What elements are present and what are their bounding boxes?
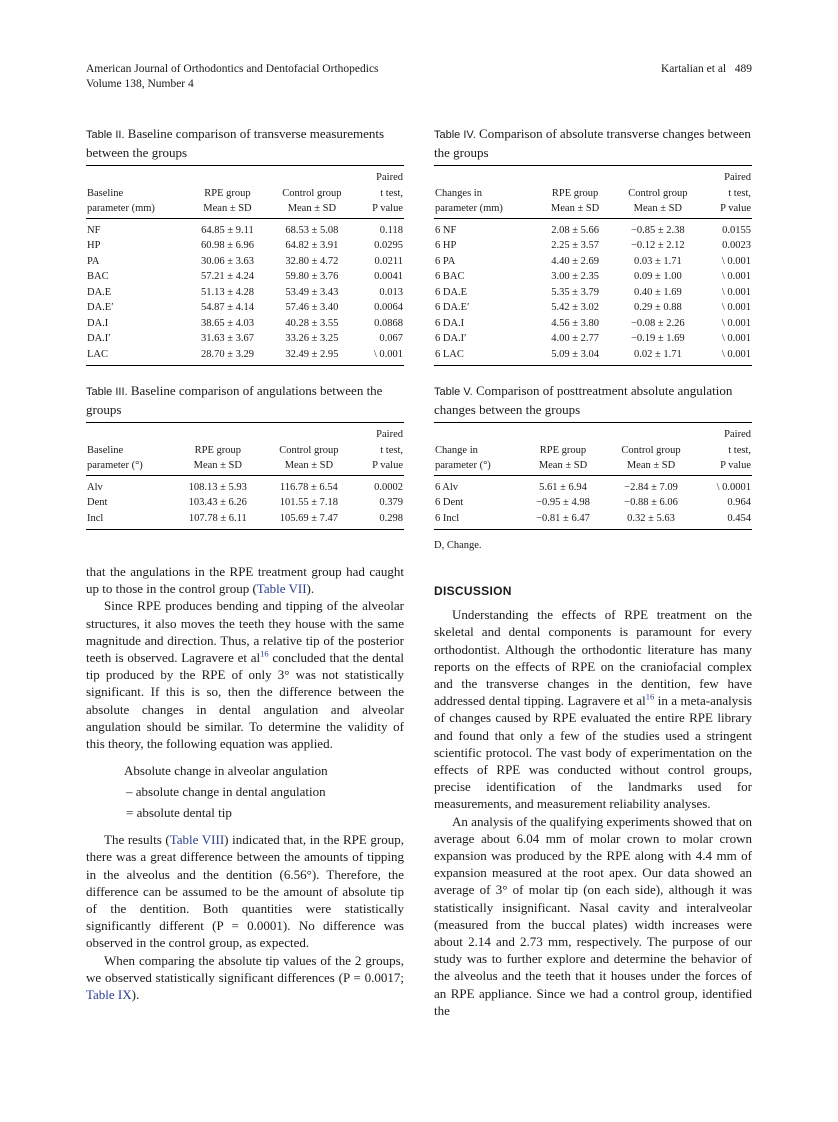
table-cell: 6 Alv (435, 481, 459, 493)
equation (86, 760, 404, 823)
table-cell: 6 DA.I′ (435, 333, 467, 344)
table-cell: 57.21 ± 4.24 (200, 271, 254, 282)
table-cell: LAC (86, 347, 188, 366)
column-header: Mean ± SD (538, 201, 613, 218)
table-cell: 54.87 ± 4.14 (200, 302, 254, 313)
column-header (86, 423, 173, 443)
table-row (86, 285, 404, 301)
table-cell: 6 BAC (435, 271, 465, 282)
running-header-journal (86, 62, 379, 92)
table-cell: 6 NF (435, 224, 457, 236)
column-header (188, 166, 268, 186)
text-run: Understanding the effects of RPE treatment on the skeletal and dental components is paramount for every orthodontist. Although the orthodontic literature has many reports on the effects of RPE on the craniofacial complex and the transverse changes in the dentition, few have addressed dental tipping. Lagravere et al (434, 607, 752, 709)
table-cell: 0.013 (379, 286, 403, 298)
table-cell: 105.69 ± 7.47 (263, 511, 355, 530)
column-header (86, 166, 188, 186)
reference-16-link[interactable]: 16 (645, 691, 655, 702)
table-cell: 6 Dent (435, 497, 464, 508)
table-row (434, 269, 752, 285)
table-3-block (86, 382, 404, 530)
table-cell: 116.78 ± 6.54 (279, 481, 338, 493)
table-row (434, 475, 752, 495)
table-cell: 5.42 ± 3.02 (551, 302, 599, 313)
table-cell: DA.I (87, 317, 109, 329)
table-3 (86, 422, 404, 530)
table-row (86, 347, 404, 366)
table-cell: HP (87, 240, 101, 251)
table-cell: 60.98 ± 6.96 (200, 240, 254, 251)
journal-volume: Volume 138, Number 4 (86, 78, 194, 90)
paragraph (86, 563, 404, 597)
table-row (434, 511, 752, 530)
column-header: RPE group (204, 187, 251, 199)
column-header (263, 423, 355, 443)
table-row (434, 254, 752, 270)
column-header: parameter (°) (86, 458, 173, 475)
page-number: 489 (734, 63, 752, 75)
table-cell: 64.82 ± 3.91 (285, 240, 339, 251)
text-run: When comparing the absolute tip values of the 2 groups, we observed statistically significant differences (P = 0.0017; (86, 952, 404, 985)
column-header (173, 423, 263, 443)
table-cell: 6 Incl (434, 511, 521, 530)
text-run: ). (306, 581, 315, 597)
column-header: RPE group (551, 187, 599, 199)
table-cell: \ 0.001 (721, 302, 751, 313)
table-cell: \ 0.001 (721, 333, 751, 344)
table-4-caption (434, 125, 752, 161)
table-2 (86, 165, 404, 366)
equation-line-1: Absolute change in alveolar angulation (124, 763, 328, 779)
table-5 (434, 422, 752, 530)
table-cell: 0.067 (379, 333, 403, 344)
column-header (605, 423, 697, 443)
column-header: parameter (°) (434, 458, 521, 475)
table-cell: 0.379 (379, 497, 403, 508)
table-cell: 0.32 ± 5.63 (605, 511, 697, 530)
table-2-label: Table II. (86, 129, 125, 141)
table-cell: 59.80 ± 3.76 (285, 271, 339, 282)
table-cell: 107.78 ± 6.11 (173, 511, 263, 530)
table-row (434, 238, 752, 254)
table-cell: Alv (87, 481, 103, 493)
table-cell: 6 HP (435, 240, 457, 251)
table-cell: 30.06 ± 3.63 (200, 255, 254, 267)
table-cell: 57.46 ± 3.40 (285, 302, 339, 313)
table-cell: DA.E′ (87, 302, 114, 313)
column-header: Paired (355, 423, 404, 443)
table-cell: −0.19 ± 1.69 (631, 333, 685, 344)
table-row (434, 300, 752, 316)
running-authors: Kartalian et al (660, 63, 727, 75)
column-header: Control group (628, 187, 688, 199)
table-cell: −0.88 ± 6.06 (624, 497, 678, 508)
column-header: Mean ± SD (173, 458, 263, 475)
equation-line-2: – absolute change in dental angulation (126, 784, 326, 800)
table-cell: 32.80 ± 4.72 (285, 255, 339, 267)
table-cell: 40.28 ± 3.55 (285, 317, 339, 329)
table-cell: 38.65 ± 4.03 (200, 317, 254, 329)
table-cell: DA.I′ (87, 333, 111, 344)
table-cell: 6 DA.E (435, 286, 468, 298)
text-run: that the angulations in the RPE treatment group had caught up to those in the control group ( (86, 564, 404, 597)
table-4-label: Table IV. (434, 129, 476, 141)
table-cell: NF (87, 224, 101, 236)
table-cell: 108.13 ± 5.93 (188, 481, 247, 493)
table-row (434, 495, 752, 511)
column-header (267, 166, 356, 186)
paragraph: An analysis of the qualifying experiments showed that on average about 6.04 mm of molar crown to molar crown expansion was produced by the RPE along with 4.4 mm of expansion measured at the root apex. Our data showed an average of 3° of molar tip (on each side), although it was statistically insignificant. Nasal cavity and interalveolar (measured from the buccal plates) width increases were about 2.14 and 2.73 mm, respectively. The purpose of our study was to further explore and determine the behavior of the alveolus and the teeth that it houses under the forces of an RPE appliance. Since we had a control group, identified the (434, 813, 752, 1018)
column-header (538, 166, 613, 186)
text-run: concluded that the dental tip produced by the RPE of only 3° was not statistically significant. If this is so, then the difference between the absolute changes in dental angulation and alveolar angulation should be similar. To determine the validity of this theory, the following equation was applied. (86, 650, 405, 752)
table-cell: −0.95 ± 4.98 (536, 497, 590, 508)
column-header: Paired (356, 166, 404, 186)
text-run: in a meta-analysis of changes caused by RPE evaluated the entire RPE library and found that only a few of the studies used a stringent scientific protocol. The vast body of experimentation on the effects of RPE was conducted without control groups, precise identification of the landmarks used for measurements, and measurement reliability analyses. (434, 693, 752, 812)
column-header: Paired (703, 166, 752, 186)
column-header: t test, (728, 444, 751, 456)
table-cell: DA.E (87, 286, 112, 298)
table-cell: 32.49 ± 2.95 (267, 347, 356, 366)
table-cell: 0.0295 (374, 240, 403, 251)
table-2-block (86, 125, 404, 366)
table-row (86, 331, 404, 347)
table-5-label: Table V. (434, 386, 473, 398)
table-cell: 103.43 ± 6.26 (188, 497, 247, 508)
table-cell: 0.118 (379, 224, 403, 236)
column-header: Control group (282, 187, 342, 199)
table-cell: −2.84 ± 7.09 (624, 481, 678, 493)
table-row (86, 300, 404, 316)
table-cell: 0.40 ± 1.69 (633, 286, 682, 298)
table-5-footnote: D, Change. (434, 540, 482, 551)
column-header: P value (703, 201, 752, 218)
table-row (434, 347, 752, 366)
column-header: Control group (279, 444, 339, 456)
column-header (521, 423, 605, 443)
column-header: Mean ± SD (267, 201, 356, 218)
column-header: Mean ± SD (521, 458, 605, 475)
table-4-title: Comparison of absolute transverse changes between the groups (434, 126, 751, 160)
table-cell: −0.85 ± 2.38 (631, 224, 685, 236)
table-row (86, 238, 404, 254)
table-3-title: Baseline comparison of angulations between the groups (86, 383, 383, 417)
table-cell: 0.0064 (374, 302, 403, 313)
column-header: Baseline (87, 444, 124, 456)
table-cell: 4.00 ± 2.77 (551, 333, 599, 344)
table-cell: 0.0155 (722, 224, 751, 236)
column-header: P value (355, 458, 404, 475)
equation-line-3: = absolute dental tip (126, 805, 232, 821)
column-header: Mean ± SD (605, 458, 697, 475)
table-3-label: Table III. (86, 386, 128, 398)
left-column-text (86, 563, 404, 1003)
table-vii-link[interactable]: Table VII (256, 581, 307, 597)
paragraph (86, 597, 404, 752)
table-row (86, 254, 404, 270)
table-cell: 4.40 ± 2.69 (551, 255, 599, 267)
table-viii-link[interactable]: Table VIII (169, 832, 225, 848)
table-cell: 0.0868 (374, 317, 403, 329)
column-header (434, 423, 521, 443)
column-header: RPE group (539, 444, 587, 456)
table-row (86, 218, 404, 238)
table-cell: 0.964 (727, 497, 751, 508)
column-header (434, 166, 538, 186)
table-row (86, 269, 404, 285)
column-header: Mean ± SD (612, 201, 703, 218)
table-cell: Dent (87, 497, 108, 508)
table-row (434, 331, 752, 347)
table-cell: 0.0023 (722, 240, 751, 251)
column-header: t test, (380, 187, 403, 199)
table-cell: 0.0002 (374, 481, 403, 493)
table-cell: 5.61 ± 6.94 (539, 481, 587, 493)
column-header: parameter (mm) (434, 201, 538, 218)
table-cell: 6 LAC (434, 347, 538, 366)
table-cell: \ 0.001 (721, 317, 751, 329)
running-header-right (661, 62, 752, 77)
table-cell: 53.49 ± 3.43 (285, 286, 339, 298)
table-row (86, 475, 404, 495)
reference-16-link[interactable]: 16 (260, 648, 269, 659)
table-cell: 0.29 ± 0.88 (633, 302, 682, 313)
table-4 (434, 165, 752, 366)
table-row (86, 511, 404, 530)
table-cell: \ 0.0001 (716, 481, 751, 493)
column-header: P value (356, 201, 404, 218)
column-header: t test, (380, 444, 403, 456)
table-row (434, 316, 752, 332)
table-cell: 28.70 ± 3.29 (188, 347, 268, 366)
table-cell: 0.454 (697, 511, 752, 530)
table-cell: −0.08 ± 2.26 (631, 317, 685, 329)
column-header: Mean ± SD (263, 458, 355, 475)
paragraph (434, 606, 752, 812)
table-cell: BAC (87, 271, 109, 282)
table-cell: \ 0.001 (721, 271, 751, 282)
table-cell: 101.55 ± 7.18 (279, 497, 338, 508)
table-cell: \ 0.001 (356, 347, 404, 366)
table-cell: −0.12 ± 2.12 (631, 240, 685, 251)
table-cell: 51.13 ± 4.28 (200, 286, 254, 298)
table-2-title: Baseline comparison of transverse measurements between the groups (86, 126, 385, 160)
section-heading-discussion: DISCUSSION (434, 584, 512, 598)
column-header: Change in (435, 444, 478, 456)
table-cell: 6 DA.E′ (435, 302, 470, 313)
table-cell: 0.03 ± 1.71 (633, 255, 682, 267)
table-cell: 31.63 ± 3.67 (200, 333, 254, 344)
column-header: parameter (mm) (86, 201, 188, 218)
column-header: Baseline (87, 187, 124, 199)
table-cell: 64.85 ± 9.11 (201, 224, 254, 236)
table-cell: 0.0211 (374, 255, 403, 267)
table-cell: \ 0.001 (721, 286, 751, 298)
table-3-caption (86, 382, 404, 418)
journal-title: American Journal of Orthodontics and Dentofacial Orthopedics (86, 63, 379, 75)
table-ix-link[interactable]: Table IX (86, 987, 132, 1003)
column-header (612, 166, 703, 186)
table-cell: 4.56 ± 3.80 (551, 317, 599, 329)
table-cell: \ 0.001 (703, 347, 752, 366)
table-cell: 5.09 ± 3.04 (538, 347, 613, 366)
column-header: Mean ± SD (188, 201, 268, 218)
column-header: Control group (621, 444, 681, 456)
table-cell: 6 DA.I (435, 317, 465, 329)
text-run: The results ( (104, 832, 170, 848)
right-column-text (434, 583, 752, 1019)
table-cell: 3.00 ± 2.35 (551, 271, 599, 282)
table-cell: 5.35 ± 3.79 (551, 286, 599, 298)
table-2-caption (86, 125, 404, 161)
table-cell: 2.08 ± 5.66 (551, 224, 599, 236)
table-row (434, 218, 752, 238)
table-5-caption (434, 382, 752, 418)
paragraph (86, 952, 404, 1004)
table-cell: 6 PA (435, 255, 456, 267)
table-row (434, 285, 752, 301)
table-cell: 0.02 ± 1.71 (612, 347, 703, 366)
table-cell: 0.298 (355, 511, 404, 530)
column-header: RPE group (194, 444, 241, 456)
table-cell: 68.53 ± 5.08 (285, 224, 339, 236)
table-cell: PA (87, 255, 100, 267)
table-cell: 33.26 ± 3.25 (285, 333, 339, 344)
column-header: Changes in (435, 187, 482, 199)
table-cell: 2.25 ± 3.57 (551, 240, 599, 251)
table-5-block (434, 382, 752, 551)
column-header: Paired (697, 423, 752, 443)
table-cell: 0.09 ± 1.00 (633, 271, 682, 282)
table-5-title: Comparison of posttreatment absolute angulation changes between the groups (434, 383, 733, 417)
paragraph (86, 831, 404, 951)
table-cell: 0.0041 (374, 271, 403, 282)
table-cell: Incl (86, 511, 173, 530)
text-run: ). (131, 987, 140, 1003)
table-4-block (434, 125, 752, 366)
column-header: P value (697, 458, 752, 475)
table-row (86, 316, 404, 332)
table-row (86, 495, 404, 511)
table-cell: −0.81 ± 6.47 (521, 511, 605, 530)
table-cell: \ 0.001 (721, 255, 751, 267)
text-run: ) indicated that, in the RPE group, there was a great difference between the amounts of tipping in the alveolus and the dentition (6.56°). Therefore, the difference can be assumed to be the amount of absolute tip of the dentition. Both quantities were statistically significantly different (P = 0.0001). No difference was observed in the control group, as expected. (86, 832, 405, 951)
text-run: Since RPE produces bending and tipping of the alveolar structures, it also moves the teeth they house with the same magnitude and direction. Thus, a relative tip of the posterior teeth is observed. Lagravere et al (86, 598, 404, 666)
column-header: t test, (728, 187, 751, 199)
